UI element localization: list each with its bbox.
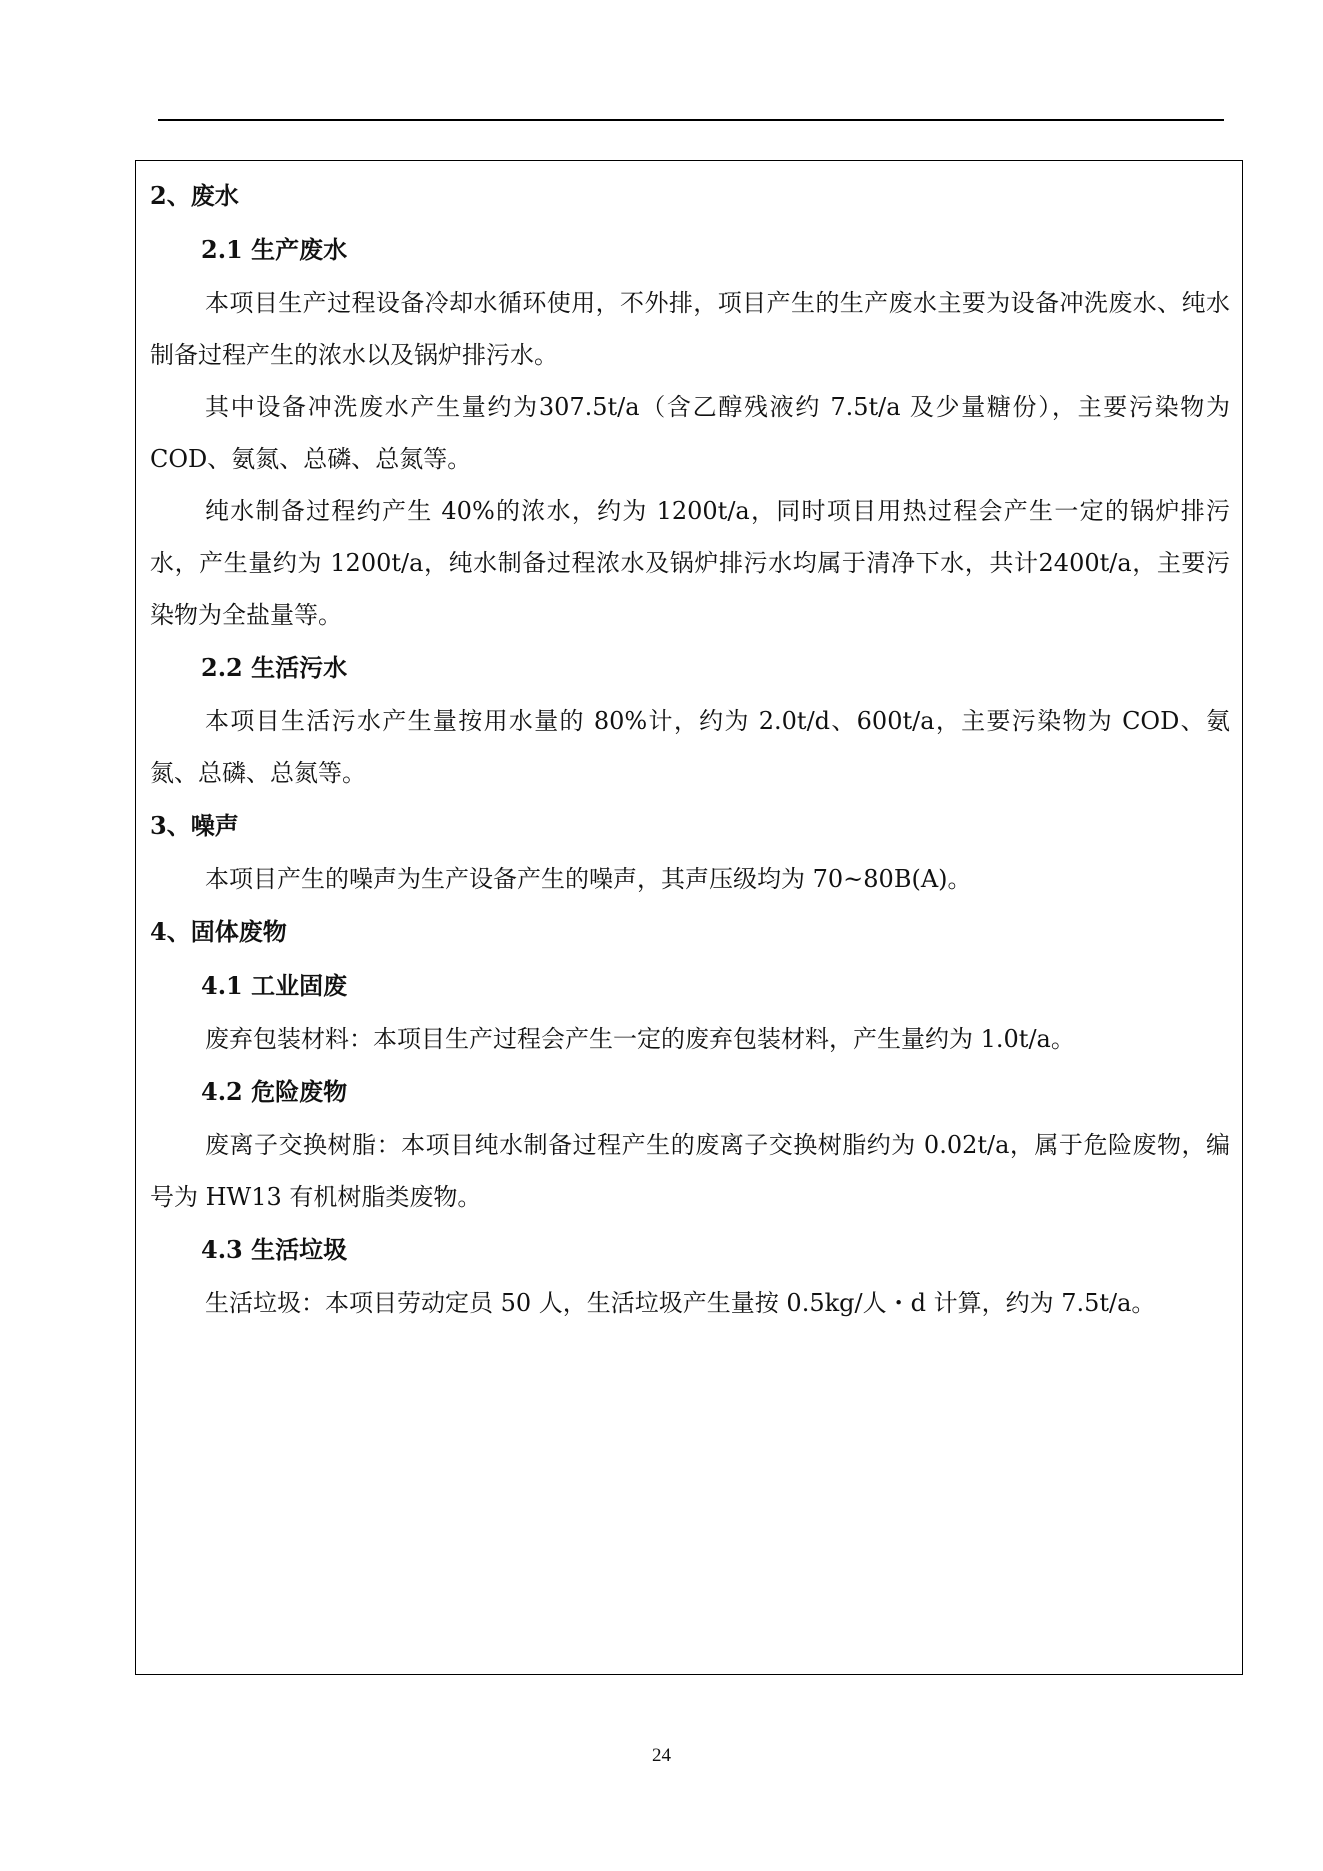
- content-frame: [135, 160, 1243, 1675]
- section-title-noise: 3、噪声: [150, 811, 239, 840]
- subsection-title-domestic-garbage: 4.3 生活垃圾: [201, 1235, 348, 1264]
- paragraph: 生活垃圾：本项目劳动定员 50 人，生活垃圾产生量按 0.5kg/人・d 计算，约为 7.5t/a。: [205, 1289, 1156, 1317]
- subsection-title-domestic-sewage: 2.2 生活污水: [201, 653, 348, 682]
- section-title-solid-waste: 4、固体废物: [150, 917, 287, 946]
- subsection-title-hazardous-waste: 4.2 危险废物: [201, 1077, 348, 1106]
- paragraph: 纯水制备过程约产生 40%的浓水，约为 1200t/a，同时项目用热过程会产生一定的锅炉排污水，产生量约为 1200t/a，纯水制备过程浓水及锅炉排污水均属于清净下水，共计2400t/a，主要污染物为全盐量等。: [150, 497, 1230, 629]
- paragraph: 本项目产生的噪声为生产设备产生的噪声，其声压级均为 70~80B(A)。: [205, 865, 972, 893]
- section-title-wastewater: 2、废水: [150, 181, 239, 210]
- paragraph: 废离子交换树脂：本项目纯水制备过程产生的废离子交换树脂约为 0.02t/a，属于危险废物，编号为 HW13 有机树脂类废物。: [150, 1131, 1230, 1211]
- header-rule: [158, 119, 1224, 121]
- subsection-title-production-wastewater: 2.1 生产废水: [201, 235, 348, 264]
- content-body: [146, 169, 1230, 1329]
- page-number: 24: [652, 1745, 671, 1766]
- paragraph: 本项目生活污水产生量按用水量的 80%计，约为 2.0t/d、600t/a，主要污染物为 COD、氨氮、总磷、总氮等。: [150, 707, 1230, 787]
- paragraph: 废弃包装材料：本项目生产过程会产生一定的废弃包装材料，产生量约为 1.0t/a。: [205, 1025, 1075, 1053]
- paragraph: 其中设备冲洗废水产生量约为307.5t/a（含乙醇残液约 7.5t/a 及少量糖份），主要污染物为COD、氨氮、总磷、总氮等。: [150, 393, 1230, 473]
- subsection-title-industrial-solid-waste: 4.1 工业固废: [201, 971, 348, 1000]
- paragraph: 本项目生产过程设备冷却水循环使用，不外排，项目产生的生产废水主要为设备冲洗废水、纯水制备过程产生的浓水以及锅炉排污水。: [150, 289, 1230, 369]
